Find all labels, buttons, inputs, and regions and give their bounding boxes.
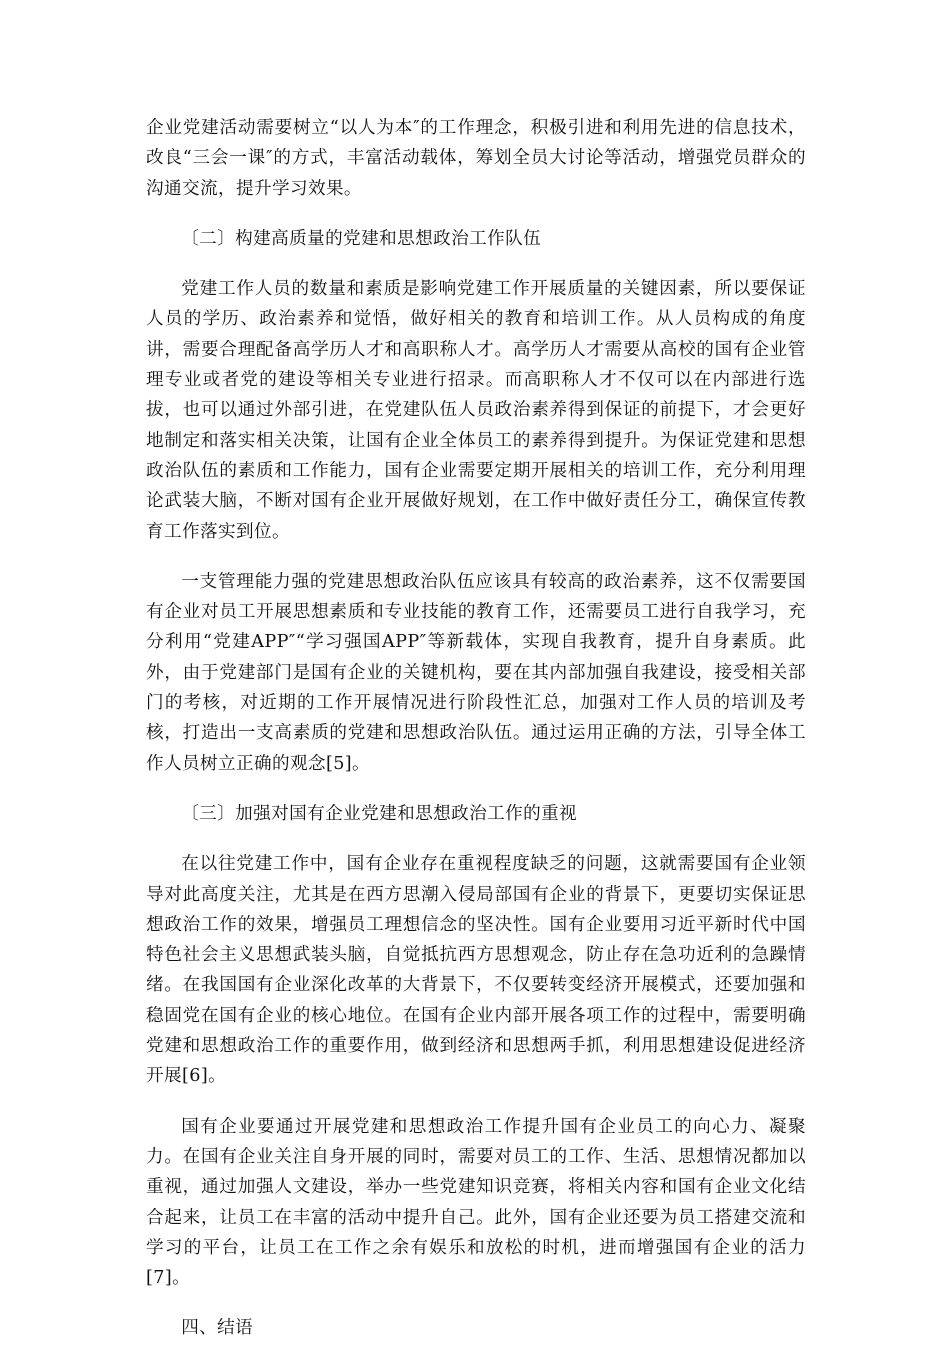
document-page	[146, 113, 806, 1364]
section-heading-3: 〔三〕加强对国有企业党建和思想政治工作的重视	[181, 803, 578, 824]
paragraph-intro-continuation: 企业党建活动需要树立“以人为本″的工作理念，积极引进和利用先进的信息技术，改良“三会一课″的方式，丰富活动载体，筹划全员大讨论等活动，增强党员群众的沟通交流，提升学习效果。	[146, 118, 806, 199]
paragraph-attention: 在以往党建工作中，国有企业存在重视程度缺乏的问题，这就需要国有企业领导对此高度关注，尤其是在西方思潮入侵局部国有企业的背景下，更要切实保证思想政治工作的效果，增强员工理想信念的坚决性。国有企业要用习近平新时代中国特色社会主义思想武装头脑，自觉抵抗西方思想观念，防止存在急功近利的急躁情绪。在我国国有企业深化改革的大背景下，不仅要转变经济开展模式，还要加强和稳固党在国有企业的核心地位。在国有企业内部开展各项工作的过程中，需要明确党建和思想政治工作的重要作用，做到经济和思想两手抓，利用思想建设促进经济开展[6]。	[146, 854, 806, 1087]
paragraph-cohesion: 国有企业要通过开展党建和思想政治工作提升国有企业员工的向心力、凝聚力。在国有企业关注自身开展的同时，需要对员工的工作、生活、思想情况都加以重视，通过加强人文建设，举办一些党建知识竞赛，将相关内容和国有企业文化结合起来，让员工在丰富的活动中提升自己。此外，国有企业还要为员工搭建交流和学习的平台，让员工在工作之余有娱乐和放松的时机，进而增强国有企业的活力[7]。	[146, 1116, 806, 1289]
paragraph-team-capability: 一支管理能力强的党建思想政治队伍应该具有较高的政治素养，这不仅需要国有企业对员工开展思想素质和专业技能的教育工作，还需要员工进行自我学习，充分利用“党建APP″“学习强国APP″等新载体，实现自我教育，提升自身素质。此外，由于党建部门是国有企业的关键机构，要在其内部加强自我建设，接受相关部门的考核，对近期的工作开展情况进行阶段性汇总，加强对工作人员的培训及考核，打造出一支高素质的党建和思想政治队伍。通过运用正确的方法，引导全体工作人员树立正确的观念[5]。	[146, 571, 806, 774]
paragraph-team-quality: 党建工作人员的数量和素质是影响党建工作开展质量的关键因素，所以要保证人员的学历、政治素养和觉悟，做好相关的教育和培训工作。从人员构成的角度讲，需要合理配备高学历人才和高职称人才。高学历人才需要从高校的国有企业管理专业或者党的建设等相关专业进行招录。而高职称人才不仅可以在内部进行选拔，也可以通过外部引进，在党建队伍人员政治素养得到保证的前提下，才会更好地制定和落实相关决策，让国有企业全体员工的素养得到提升。为保证党建和思想政治队伍的素质和工作能力，国有企业需要定期开展相关的培训工作，充分利用理论武装大脑，不断对国有企业开展做好规划，在工作中做好责任分工，确保宣传教育工作落实到位。	[146, 279, 806, 542]
section-heading-conclusion: 四、结语	[181, 1318, 254, 1339]
section-heading-2: 〔二〕构建高质量的党建和思想政治工作队伍	[181, 228, 542, 249]
